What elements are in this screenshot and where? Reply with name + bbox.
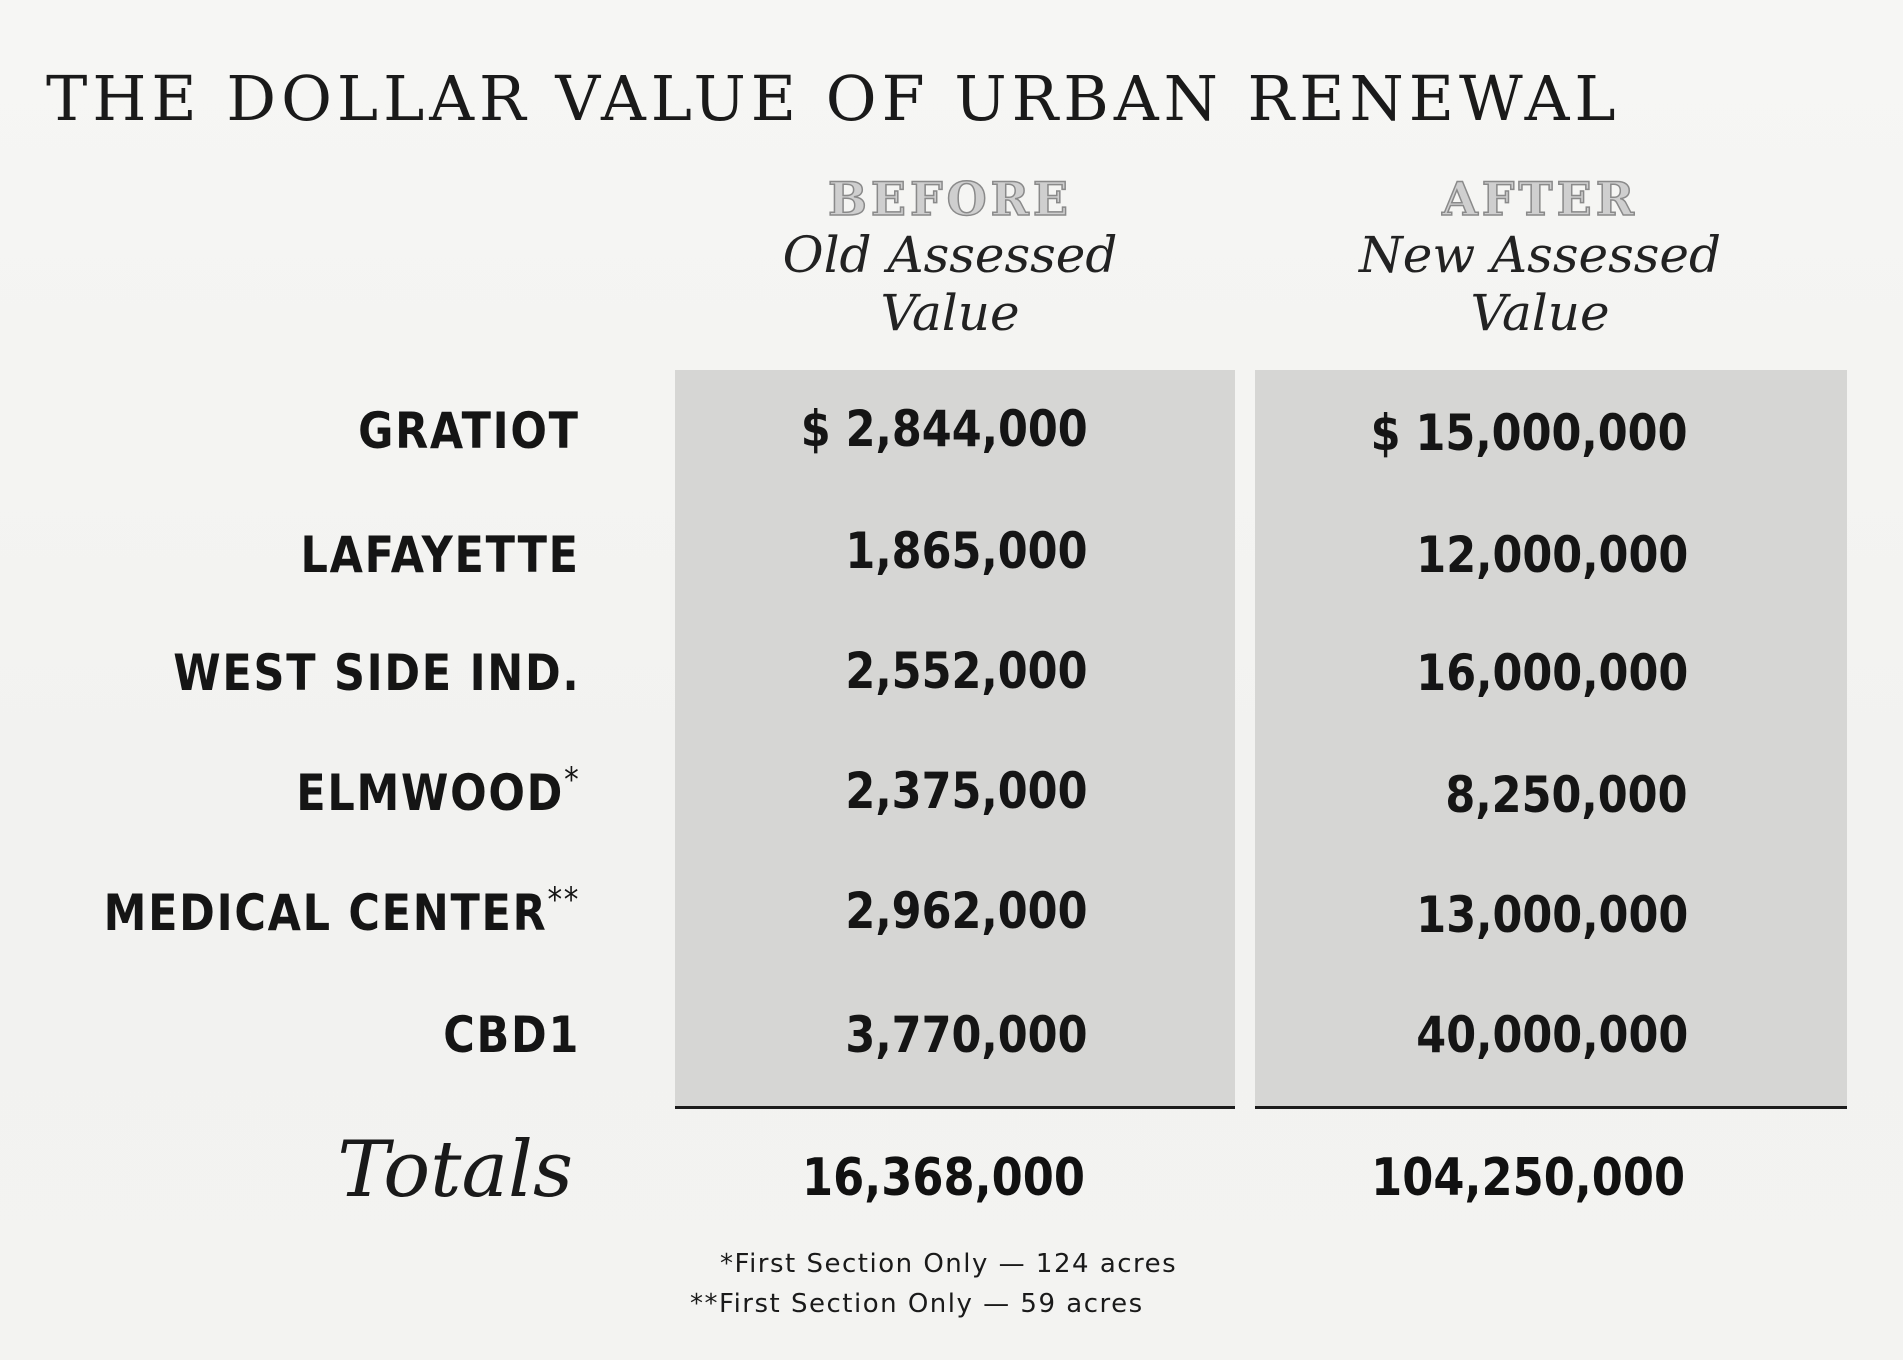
row-label-elmwood [295, 760, 580, 822]
after-subtitle-line1: New Assessed [1359, 226, 1721, 284]
row-label-lafayette [301, 526, 580, 584]
before-caps: BEFORE [828, 172, 1072, 226]
before-values-panel [675, 370, 1235, 1109]
row-footnote-mark: ** [547, 880, 580, 920]
after-value-cbd1: 40,000,000 [1415, 1006, 1688, 1064]
after-column-header [1330, 172, 1750, 342]
before-value-elmwood: 2,375,000 [845, 762, 1088, 820]
footnotes [690, 1244, 1190, 1324]
before-value-west-side-ind: 2,552,000 [845, 642, 1088, 700]
row-label-west-side-ind [173, 644, 580, 702]
before-value-lafayette: 1,865,000 [845, 522, 1088, 580]
before-subtitle-line1: Old Assessed [782, 226, 1118, 284]
row-name: WEST SIDE IND. [172, 644, 580, 702]
page-title: THE DOLLAR VALUE OF URBAN RENEWAL [46, 62, 1621, 135]
after-value-west-side-ind: 16,000,000 [1415, 644, 1688, 702]
before-value-cbd1: 3,770,000 [845, 1006, 1088, 1064]
before-value-medical-center: 2,962,000 [845, 882, 1088, 940]
after-value-lafayette: 12,000,000 [1415, 526, 1688, 584]
before-column-header [740, 172, 1160, 342]
total-before-value: 16,368,000 [802, 1148, 1085, 1208]
row-name: GRATIOT [358, 402, 580, 460]
row-label-cbd1 [443, 1006, 580, 1064]
after-value-elmwood: 8,250,000 [1445, 766, 1688, 824]
after-caps: AFTER [1442, 172, 1638, 226]
totals-label: Totals [337, 1125, 573, 1215]
total-after-value: 104,250,000 [1370, 1148, 1685, 1208]
before-subtitle-line2: Value [880, 284, 1020, 342]
footnote-medical-center: **First Section Only — 59 acres [690, 1289, 1144, 1319]
row-name: MEDICAL CENTER [103, 884, 548, 942]
footnote-elmwood: *First Section Only — 124 acres [720, 1249, 1178, 1279]
after-subtitle-line2: Value [1470, 284, 1610, 342]
after-value-gratiot: $ 15,000,000 [1371, 404, 1688, 462]
row-label-medical-center [103, 880, 580, 942]
row-name: ELMWOOD [295, 764, 564, 822]
row-footnote-mark: * [563, 760, 580, 800]
before-value-gratiot: $ 2,844,000 [801, 400, 1088, 458]
row-name: LAFAYETTE [300, 526, 580, 584]
row-name: CBD1 [443, 1006, 580, 1064]
after-values-panel [1255, 370, 1847, 1109]
after-value-medical-center: 13,000,000 [1415, 886, 1688, 944]
row-label-gratiot [358, 402, 580, 460]
